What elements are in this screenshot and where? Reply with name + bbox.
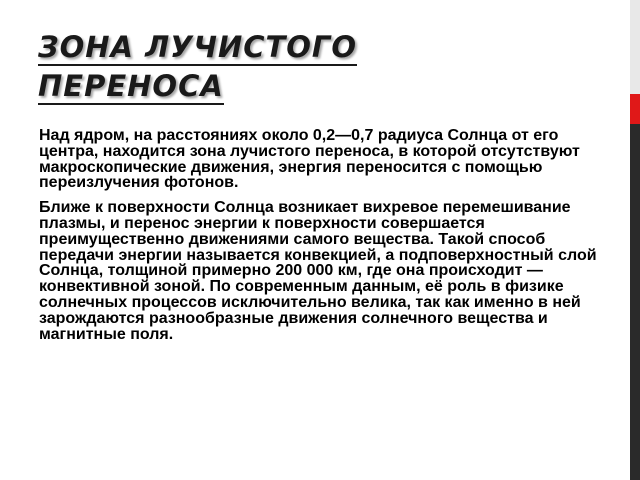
slide-title-text-1: ЗОНА ЛУЧИСТОГО bbox=[38, 30, 358, 64]
slide-body bbox=[39, 128, 599, 351]
slide-title-line-1 bbox=[38, 28, 558, 67]
paragraph-1: Над ядром, на расстояниях около 0,2—0,7 радиуса Солнца от его центра, находится зона лучистого переноса, в которой отсутствуют макроскопические движения, энергия переносится с помощью переизлучения фотонов. bbox=[39, 127, 580, 192]
accent-bar bbox=[626, 0, 640, 480]
paragraph-2: Ближе к поверхности Солнца возникает вихревое перемешивание плазмы, и перенос энергии к поверхности совершается преимущественно движениями самого вещества. Такой способ передачи энергии называется конвекцией, а подповерхностный слой Солнца, толщиной примерно 200 000 км, где она происходит — конвективной зоной. По современным данным, её роль в физике солнечных процессов исключительно велика, так как именно в ней зарождаются разнообразные движения солнечного вещества и магнитные поля. bbox=[39, 199, 597, 343]
accent-bar-light-segment bbox=[630, 0, 640, 94]
accent-bar-dark-segment bbox=[630, 124, 640, 480]
slide-title bbox=[38, 28, 558, 106]
slide-title-text-2: ПЕРЕНОСА bbox=[38, 69, 224, 103]
slide-title-line-2 bbox=[38, 67, 558, 106]
accent-bar-red-segment bbox=[630, 94, 640, 124]
